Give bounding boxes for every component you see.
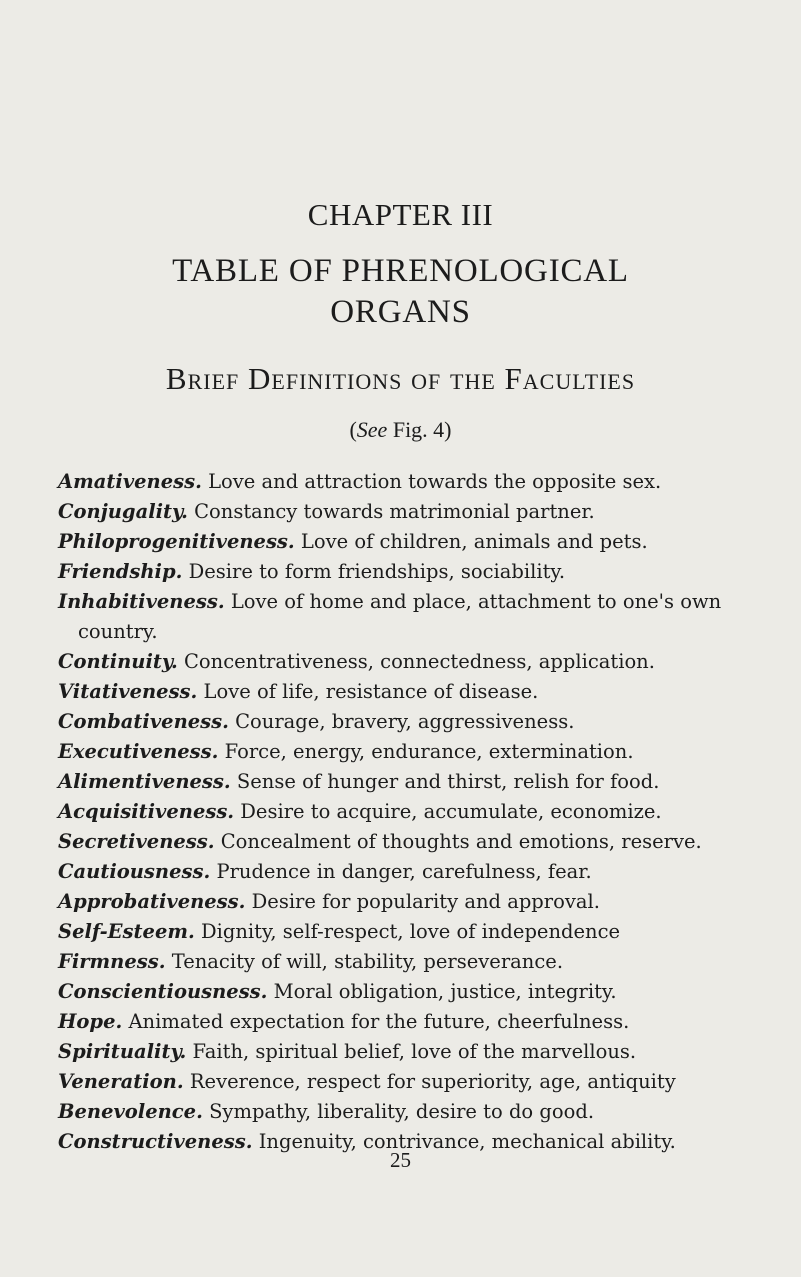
faculty-definition: Love and attraction towards the opposite sex. xyxy=(208,470,662,493)
faculty-term: Benevolence. xyxy=(58,1100,203,1123)
faculty-term: Amativeness. xyxy=(58,470,202,493)
faculty-definition: Ingenuity, contrivance, mechanical ability. xyxy=(258,1130,676,1153)
faculty-entry xyxy=(58,827,748,857)
section-subtitle: Brief Definitions of the Faculties xyxy=(165,361,636,396)
faculty-term: Inhabitiveness. xyxy=(58,590,225,613)
faculty-term: Continuity. xyxy=(58,650,178,673)
faculty-definition: Constancy towards matrimonial partner. xyxy=(194,500,595,523)
chapter-title-line-2: ORGANS xyxy=(330,294,471,330)
faculty-definition: Courage, bravery, aggressiveness. xyxy=(235,710,575,733)
faculty-definition: Animated expectation for the future, cheerfulness. xyxy=(128,1010,630,1033)
faculty-entry xyxy=(58,947,748,977)
faculty-definition: Reverence, respect for superiority, age, antiquity xyxy=(189,1070,676,1093)
faculty-entry xyxy=(58,1097,748,1127)
faculty-term: Combativeness. xyxy=(58,710,229,733)
faculty-entry xyxy=(58,677,748,707)
faculty-definition: Moral obligation, justice, integrity. xyxy=(273,980,617,1003)
faculty-entry xyxy=(58,857,748,887)
faculty-definition: Faith, spiritual belief, love of the marvellous. xyxy=(192,1040,637,1063)
chapter-title-line-1: TABLE OF PHRENOLOGICAL xyxy=(172,253,629,289)
faculty-term: Executiveness. xyxy=(58,740,219,763)
faculty-entry xyxy=(58,887,748,917)
faculty-entry xyxy=(58,737,748,767)
faculty-definition: Prudence in danger, carefulness, fear. xyxy=(216,860,592,883)
faculty-entry xyxy=(58,1007,748,1037)
faculty-entry xyxy=(58,1037,748,1067)
faculty-entry xyxy=(58,1067,748,1097)
faculty-definition: Sympathy, liberality, desire to do good. xyxy=(209,1100,595,1123)
faculty-term: Alimentiveness. xyxy=(58,770,231,793)
faculty-definition: Desire to acquire, accumulate, economize. xyxy=(240,800,662,823)
faculty-term: Firmness. xyxy=(58,950,166,973)
faculty-definition: Sense of hunger and thirst, relish for food. xyxy=(236,770,660,793)
faculty-definition: Force, energy, endurance, extermination. xyxy=(224,740,634,763)
faculty-term: Conscientiousness. xyxy=(58,980,268,1003)
faculty-definition: Desire to form friendships, sociability. xyxy=(188,560,566,583)
faculty-definition: Desire for popularity and approval. xyxy=(251,890,600,913)
faculty-term: Constructiveness. xyxy=(58,1130,253,1153)
figure-reference-open: ( xyxy=(349,417,357,442)
faculty-entry xyxy=(58,527,748,557)
faculty-definition: Tenacity of will, stability, perseverance. xyxy=(171,950,564,973)
faculty-entry xyxy=(58,587,748,647)
faculty-definition: Love of life, resistance of disease. xyxy=(203,680,539,703)
faculty-term: Vitativeness. xyxy=(58,680,198,703)
chapter-heading: CHAPTER III xyxy=(307,197,494,232)
faculty-entry xyxy=(58,467,748,497)
faculty-entry xyxy=(58,917,748,947)
figure-reference-see: See xyxy=(356,417,388,442)
faculty-definition: Concealment of thoughts and emotions, reserve. xyxy=(220,830,702,853)
faculty-term: Approbativeness. xyxy=(58,890,246,913)
faculty-term: Self-Esteem. xyxy=(58,920,195,943)
faculty-term: Acquisitiveness. xyxy=(58,800,235,823)
faculty-term: Friendship. xyxy=(58,560,183,583)
faculty-term: Veneration. xyxy=(58,1070,184,1093)
faculty-definition: Dignity, self-respect, love of independence xyxy=(200,920,621,943)
chapter-title xyxy=(0,251,801,333)
faculty-entry xyxy=(58,707,748,737)
faculty-entry xyxy=(58,977,748,1007)
faculty-definitions-list xyxy=(58,467,748,1157)
faculty-definition: Concentrativeness, connectedness, application. xyxy=(183,650,655,673)
faculty-term: Philoprogenitiveness. xyxy=(58,530,295,553)
faculty-entry xyxy=(58,497,748,527)
faculty-entry xyxy=(58,767,748,797)
figure-reference-rest: Fig. 4) xyxy=(387,417,452,442)
faculty-term: Conjugality. xyxy=(58,500,188,523)
faculty-term: Hope. xyxy=(58,1010,123,1033)
faculty-term: Cautiousness. xyxy=(58,860,211,883)
faculty-entry xyxy=(58,557,748,587)
figure-reference xyxy=(0,417,801,443)
faculty-definition: Love of children, animals and pets. xyxy=(300,530,648,553)
faculty-entry xyxy=(58,797,748,827)
page-number: 25 xyxy=(390,1148,411,1172)
faculty-entry xyxy=(58,647,748,677)
faculty-term: Secretiveness. xyxy=(58,830,215,853)
faculty-definition: Love of home and place, attachment to one's own country. xyxy=(78,590,722,643)
faculty-term: Spirituality. xyxy=(58,1040,187,1063)
